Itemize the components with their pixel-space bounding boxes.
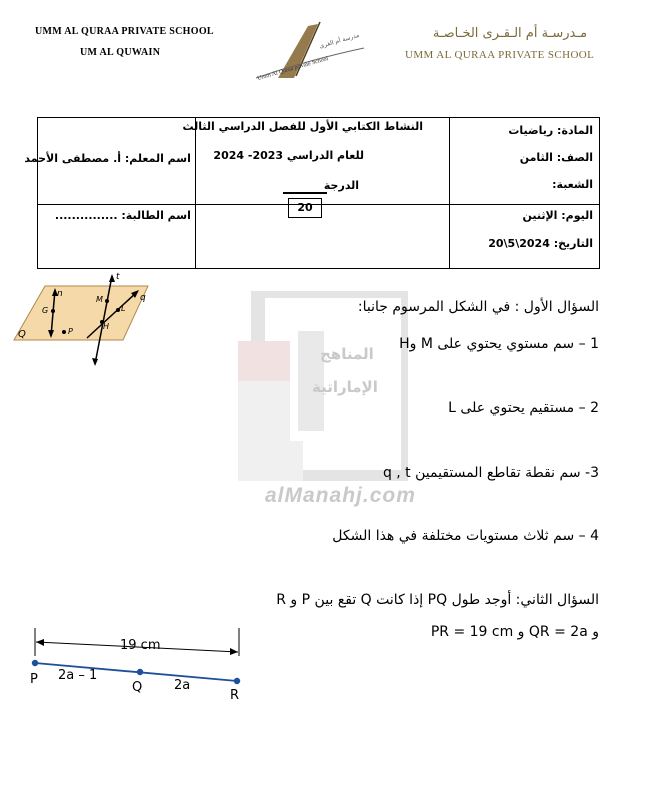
activity-title: النشاط الكتابي الأول للفصل الدراسي الثالث xyxy=(182,120,424,133)
label-q: q xyxy=(140,293,146,303)
question1-item-4: 4 – سم ثلاث مستويات مختلفة في هذا الشكل xyxy=(332,528,599,544)
cell-subject xyxy=(450,118,600,205)
score-box: 20 xyxy=(288,198,322,218)
section-label: الشعبة: xyxy=(552,178,593,191)
cell-teacher xyxy=(24,118,196,205)
question1-item-3: 3- سم نقطة تقاطع المستقيمين q , t xyxy=(382,465,599,481)
question2-title: السؤال الثاني: أوجد طول PQ إذا كانت Q تقع بين P و R xyxy=(276,592,599,608)
point-Q-label: Q xyxy=(132,680,143,695)
label-t: t xyxy=(116,272,120,282)
label-M: M xyxy=(96,295,103,304)
subject-label: المادة: رياضيات xyxy=(508,124,593,137)
question1-item-1: 1 – سم مستوي يحتوي على M وH xyxy=(399,336,599,352)
school-logo xyxy=(248,18,368,88)
cell-score xyxy=(195,205,449,269)
watermark-site: alManahj.com xyxy=(265,484,416,507)
question2-given: و QR = 2a و PR = 19 cm xyxy=(430,624,599,640)
label-H: H xyxy=(103,322,110,331)
point-R-label: R xyxy=(230,688,240,703)
point-P-label: P xyxy=(30,672,38,687)
question1-item-2: 2 – مستقيم يحتوي على L xyxy=(448,400,599,416)
svg-text:Umm Al Quraa private School: Umm Al Quraa private School xyxy=(256,55,330,82)
cell-student xyxy=(38,205,196,269)
total-length-label: 19 cm xyxy=(120,638,161,653)
school-name-ar: مـدرسـة أم الـقـرى الخـاصـة xyxy=(432,26,588,41)
segment-qr-label: 2a xyxy=(174,678,191,693)
school-name-en-right: UMM AL QURAA PRIVATE SCHOOL xyxy=(405,49,595,61)
grade-label: الصف: الثامن xyxy=(519,151,593,164)
teacher-name: اسم المعلم: أ. مصطفى الأحمد xyxy=(24,152,191,165)
label-G: G xyxy=(42,306,49,315)
label-L: L xyxy=(121,304,126,313)
student-name-field: اسم الطالبة: ............... xyxy=(54,209,191,222)
plane-figure xyxy=(10,272,150,368)
label-n: n xyxy=(57,289,63,299)
school-name-en-left: UMM AL QURAA PRIVATE SCHOOL xyxy=(35,26,214,37)
watermark-ar1: المناهج xyxy=(320,345,374,363)
academic-year: للعام الدراسي 2023- 2024 xyxy=(213,149,365,162)
score-label: الدرجة xyxy=(323,179,360,192)
date-label: التاريخ: 2024\5\20 xyxy=(488,237,593,250)
label-P: P xyxy=(68,327,73,336)
school-city-en: UM AL QUWAIN xyxy=(80,47,161,58)
segment-pq-label: 2a – 1 xyxy=(58,668,98,683)
cell-date xyxy=(450,205,600,269)
score-line xyxy=(283,192,327,194)
watermark-ar2: الإماراتية xyxy=(312,378,378,396)
svg-text:مدرسة أم القرى: مدرسة أم القرى xyxy=(318,31,361,50)
question1-title: السؤال الأول : في الشكل المرسوم جانبا: xyxy=(357,299,599,315)
day-label: اليوم: الإثنين xyxy=(522,209,593,222)
label-Q: Q xyxy=(18,329,26,340)
segment-figure xyxy=(22,626,252,708)
